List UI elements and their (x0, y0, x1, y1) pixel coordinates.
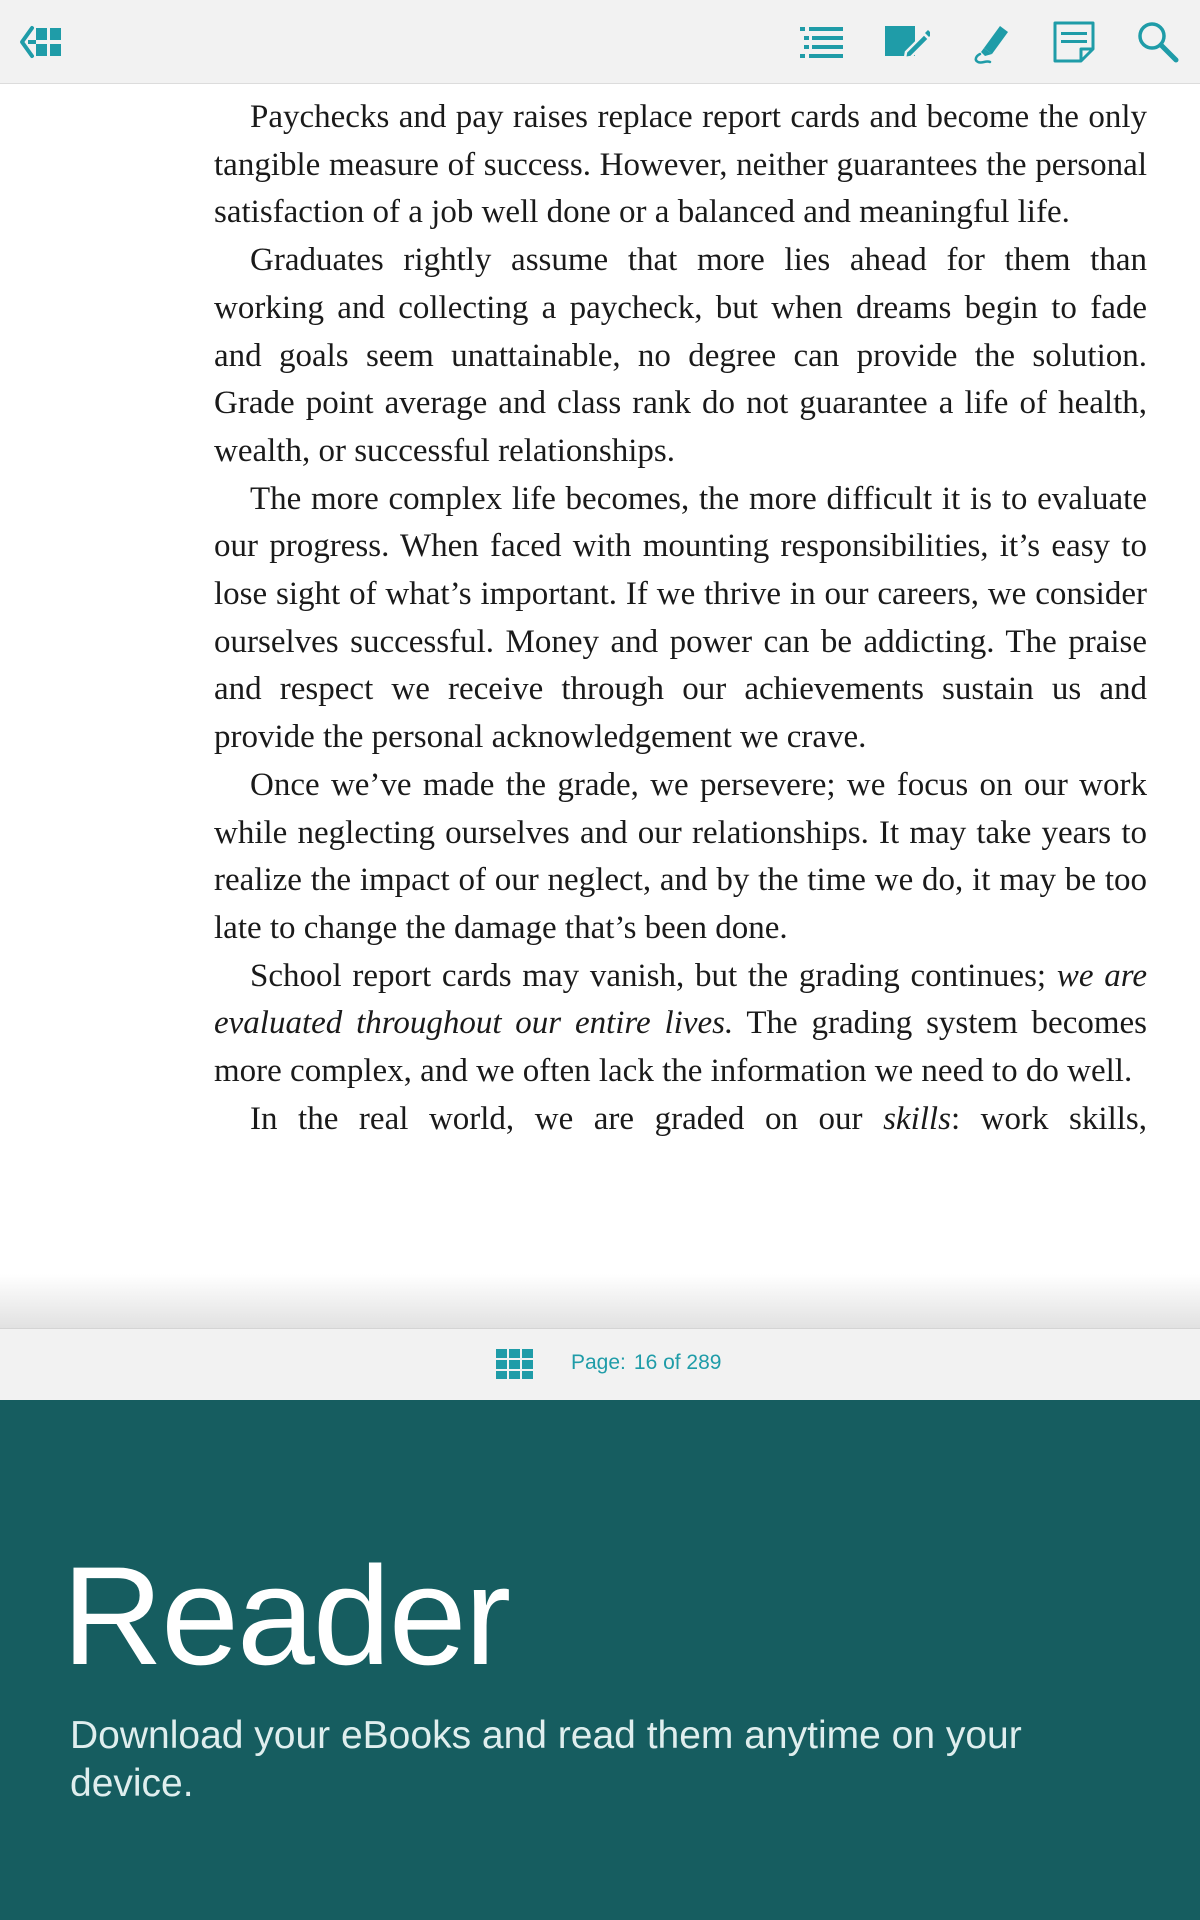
back-button[interactable] (14, 14, 70, 70)
back-to-library-icon (18, 18, 66, 66)
paragraph: The more complex life becomes, the more difficult it is to evaluate our progress. When faced with mounting responsibilities, it’s easy to lose sight of what’s important. If we thrive in our careers, we consider ourselves successful. Money and power can be addicting. The praise and respect we receive through our achievements sustain us and provide the personal acknowledgement we crave. (214, 480, 1147, 756)
page-label: Page: (571, 1351, 626, 1374)
annotate-icon (882, 18, 930, 66)
paragraph-text: School report cards may vanish, but the grading continues; (250, 957, 1057, 994)
page-indicator[interactable] (571, 1351, 721, 1375)
highlight-button[interactable] (962, 14, 1018, 70)
page-grid-icon[interactable] (496, 1349, 534, 1379)
search-button[interactable] (1130, 14, 1186, 70)
paragraph (214, 953, 1147, 1096)
paragraph: Graduates rightly assume that more lies ahead for them than working and collecting a paycheck, but when dreams begin to fade and goals seem unattainable, no degree can provide the solution. Grade point average and class rank do not guarantee a life of health, wealth, or successful relationships. (214, 242, 1147, 469)
book-page[interactable] (0, 84, 1200, 1328)
paragraph: Paychecks and pay raises replace report cards and become the only tangible measure of success. However, neither guarantees the personal satisfaction of a job well done or a balanced and meaningful life. (214, 99, 1147, 231)
italic-text: skills (883, 1100, 951, 1137)
page-navigation-bar (0, 1328, 1200, 1400)
promo-title: Reader (62, 1537, 510, 1694)
table-of-contents-button[interactable] (794, 14, 850, 70)
paragraph-text: The grading system becomes more complex, and we often lack the information we need to do well. (214, 1005, 1147, 1090)
italic-text: we are evaluated throughout our entire lives. (214, 957, 1147, 1042)
highlighter-icon (966, 18, 1014, 66)
search-icon (1134, 18, 1182, 66)
notes-button[interactable] (1046, 14, 1102, 70)
paragraph-text: : work skills, (950, 1100, 1147, 1137)
page-edge-shadow (0, 1274, 1200, 1328)
paragraph-text: In the real world, we are graded on our (250, 1100, 884, 1137)
promo-subtitle: Download your eBooks and read them anytime on your device. (70, 1714, 1022, 1805)
table-of-contents-icon (798, 18, 846, 66)
page-number: 16 of 289 (633, 1351, 722, 1374)
annotate-button[interactable] (878, 14, 934, 70)
promo-banner (0, 1400, 1200, 1920)
paragraph (214, 1096, 1147, 1144)
paragraph: Once we’ve made the grade, we persevere; we focus on our work while neglecting ourselves and our relationships. It may take years to realize the impact of our neglect, and by the time we do, it may be too late to change the damage that’s been done. (214, 766, 1147, 946)
reader-toolbar (0, 0, 1200, 84)
page-text (214, 94, 1147, 1143)
notes-icon (1050, 18, 1098, 66)
